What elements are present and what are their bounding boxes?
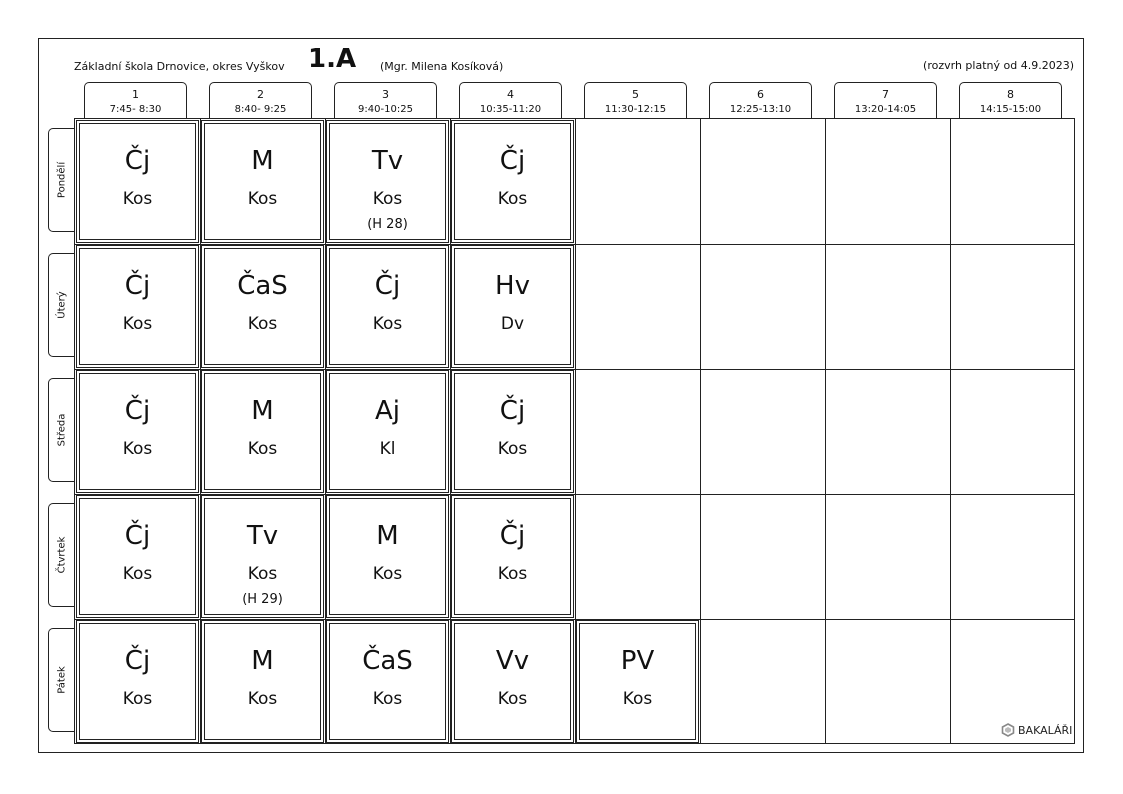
- day-name: Pátek: [56, 666, 67, 694]
- class-name: 1.A: [308, 44, 357, 74]
- lesson-subject: M: [251, 646, 274, 676]
- period-number: 6: [757, 88, 764, 101]
- lesson-cell: [201, 495, 324, 618]
- period-header-3: [334, 82, 437, 118]
- lesson-subject: Aj: [374, 396, 400, 426]
- lesson-room: (H 29): [242, 592, 283, 607]
- validity-date: (rozvrh platný od 4.9.2023): [923, 59, 1074, 72]
- brand-logo: [1001, 723, 1072, 737]
- lesson-teacher: Kos: [122, 439, 153, 459]
- period-number: 2: [257, 88, 264, 101]
- lesson-subject: M: [251, 146, 274, 176]
- day-name: Pondělí: [56, 161, 67, 199]
- period-header-5: [584, 82, 687, 118]
- lesson-cell: [76, 245, 199, 368]
- lesson-teacher: Kos: [497, 689, 528, 709]
- lesson-subject: ČaS: [237, 271, 288, 301]
- brand-label: BAKALÁŘI: [1018, 724, 1073, 737]
- day-name: Úterý: [56, 291, 67, 319]
- period-number: 7: [882, 88, 889, 101]
- lesson-teacher: Kos: [372, 689, 403, 709]
- lesson-cell: [201, 620, 324, 743]
- period-number: 4: [507, 88, 514, 101]
- lesson-teacher: Kos: [497, 189, 528, 209]
- lesson-cell: [201, 370, 324, 493]
- period-number: 1: [132, 88, 139, 101]
- lesson-cell: [326, 245, 449, 368]
- lesson-teacher: Kl: [379, 439, 396, 459]
- lesson-teacher: Kos: [122, 189, 153, 209]
- lesson-teacher: Kos: [372, 314, 403, 334]
- school-name: Základní škola Drnovice, okres Vyškov: [74, 60, 285, 73]
- lesson-subject: Tv: [246, 521, 279, 551]
- grid-column-divider: [950, 119, 951, 743]
- day-label-5: [48, 628, 74, 732]
- class-teacher: (Mgr. Milena Kosíková): [380, 60, 504, 73]
- lesson-subject: Čj: [124, 271, 151, 301]
- lesson-subject: Čj: [124, 146, 151, 176]
- lesson-cell: [76, 120, 199, 243]
- lesson-cell: [451, 620, 574, 743]
- lesson-teacher: Kos: [497, 564, 528, 584]
- lesson-cell: [76, 495, 199, 618]
- lesson-cell: [451, 120, 574, 243]
- lesson-subject: PV: [620, 646, 655, 676]
- lesson-teacher: Kos: [122, 314, 153, 334]
- lesson-cell: [451, 495, 574, 618]
- lesson-teacher: Kos: [247, 314, 278, 334]
- period-time: 7:45- 8:30: [109, 104, 162, 115]
- lesson-subject: Tv: [371, 146, 404, 176]
- lesson-teacher: Kos: [247, 439, 278, 459]
- period-header-4: [459, 82, 562, 118]
- lesson-subject: Hv: [495, 271, 530, 301]
- period-time: 9:40-10:25: [358, 104, 413, 115]
- lesson-cell: [326, 620, 449, 743]
- lesson-teacher: Kos: [122, 689, 153, 709]
- lesson-teacher: Kos: [247, 689, 278, 709]
- lesson-cell: [76, 620, 199, 743]
- period-header-8: [959, 82, 1062, 118]
- period-header-2: [209, 82, 312, 118]
- day-label-3: [48, 378, 74, 482]
- lesson-subject: M: [251, 396, 274, 426]
- period-time: 14:15-15:00: [979, 104, 1042, 115]
- lesson-subject: Čj: [124, 396, 151, 426]
- period-time: 11:30-12:15: [604, 104, 667, 115]
- day-label-1: [48, 128, 74, 232]
- lesson-cell: [576, 620, 699, 743]
- lesson-cell: [76, 370, 199, 493]
- lesson-subject: M: [376, 521, 399, 551]
- lesson-teacher: Kos: [122, 564, 153, 584]
- lesson-subject: Čj: [499, 396, 526, 426]
- lesson-subject: Čj: [374, 271, 401, 301]
- lesson-cell: [201, 120, 324, 243]
- day-name: Středa: [56, 413, 67, 447]
- period-header-1: [84, 82, 187, 118]
- period-header-7: [834, 82, 937, 118]
- lesson-subject: ČaS: [362, 646, 413, 676]
- period-header-6: [709, 82, 812, 118]
- lesson-teacher: Kos: [247, 189, 278, 209]
- lesson-teacher: Kos: [372, 189, 403, 209]
- day-name: Čtvrtek: [56, 536, 67, 574]
- lesson-cell: [326, 370, 449, 493]
- period-time: 10:35-11:20: [479, 104, 542, 115]
- lesson-teacher: Kos: [247, 564, 278, 584]
- period-number: 5: [632, 88, 639, 101]
- lesson-subject: Čj: [499, 146, 526, 176]
- period-number: 3: [382, 88, 389, 101]
- grid-column-divider: [700, 119, 701, 743]
- lesson-teacher: Dv: [500, 314, 525, 334]
- lesson-teacher: Kos: [372, 564, 403, 584]
- lesson-cell: [326, 495, 449, 618]
- lesson-subject: Vv: [495, 646, 530, 676]
- day-label-4: [48, 503, 74, 607]
- lesson-cell: [451, 370, 574, 493]
- lesson-subject: Čj: [124, 521, 151, 551]
- lesson-subject: Čj: [124, 646, 151, 676]
- period-time: 8:40- 9:25: [234, 104, 287, 115]
- grid-column-divider: [825, 119, 826, 743]
- period-time: 12:25-13:10: [729, 104, 792, 115]
- lesson-cell: [326, 120, 449, 243]
- bakalari-logo-icon: [1001, 723, 1015, 737]
- period-time: 13:20-14:05: [854, 104, 917, 115]
- lesson-subject: Čj: [499, 521, 526, 551]
- lesson-cell: [201, 245, 324, 368]
- period-number: 8: [1007, 88, 1014, 101]
- lesson-cell: [451, 245, 574, 368]
- lesson-room: (H 28): [367, 217, 408, 232]
- lesson-teacher: Kos: [497, 439, 528, 459]
- day-label-2: [48, 253, 74, 357]
- lesson-teacher: Kos: [622, 689, 653, 709]
